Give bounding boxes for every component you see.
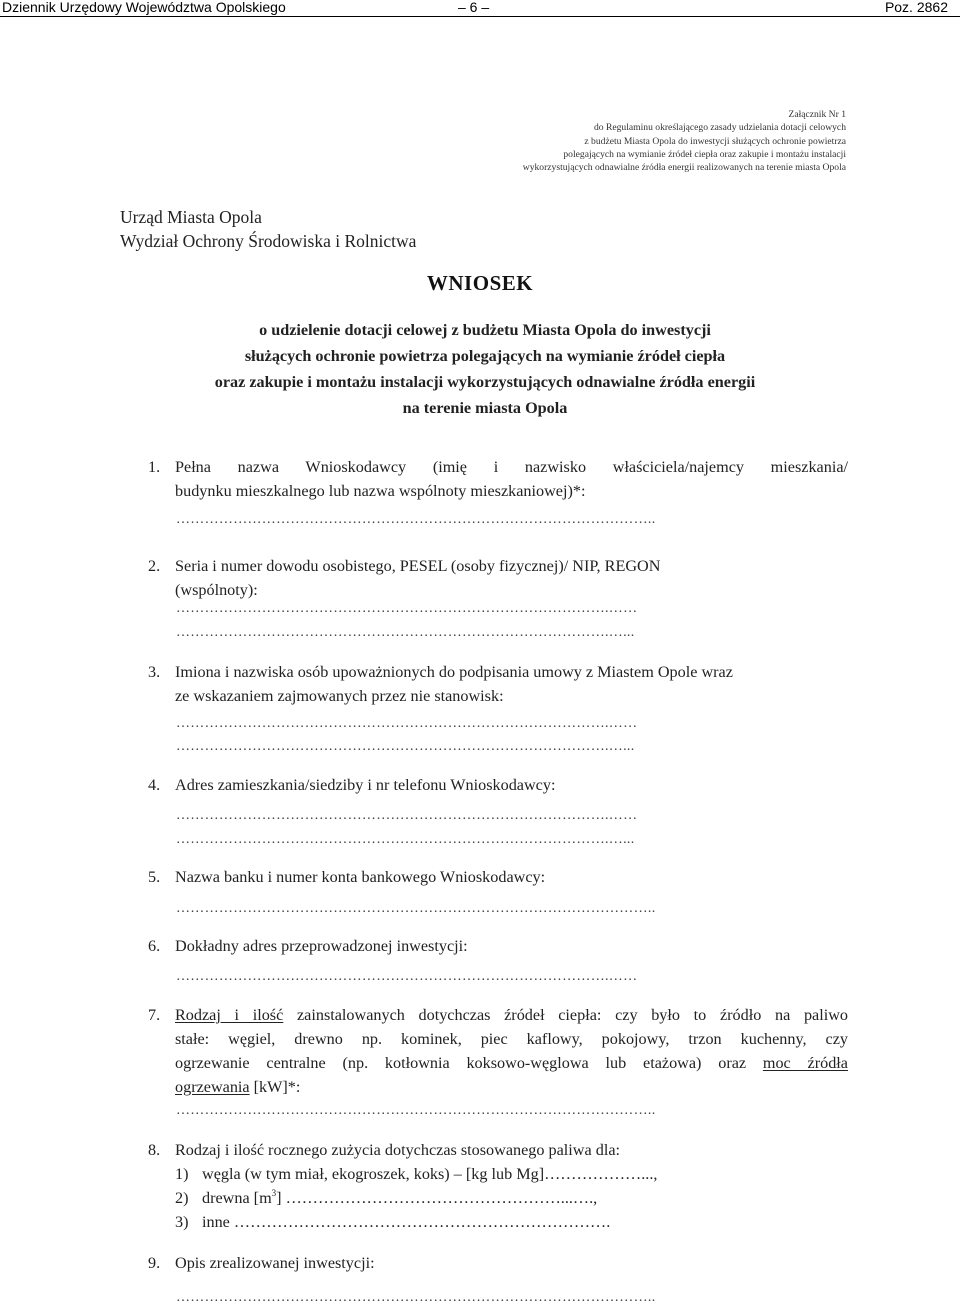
item-text: Rodzaj i ilość rocznego zużycia dotychczas stosowanego paliwa dla: [175,1141,620,1159]
fill-in-line[interactable]: ……………………………………………………………………………………….. [176,1290,656,1305]
item-6-investment-address [148,934,848,958]
sub-item-text: węgla (w tym miał, ekogroszek, koks) – [kg lub Mg]………………..., [202,1165,658,1183]
journal-title: Dziennik Urzędowy Województwa Opolskiego [2,0,286,15]
item-text: Pełna nazwa Wnioskodawcy (imię i nazwisko właściciela/najemcy mieszkania/ [175,458,848,476]
item-9-investment-description [148,1251,848,1275]
office-name: Urząd Miasta Opola [120,207,262,227]
item-text [175,1051,848,1075]
fill-in-line[interactable]: ……………………………………………………………………………….…... [176,832,635,847]
item-text-part: ogrzewanie centralne (np. kotłownia koksowo-węglowa lub etażowa) oraz [175,1054,763,1072]
item-text [175,1003,848,1027]
item-text: Adres zamieszkania/siedziby i nr telefonu Wnioskodawcy: [175,776,556,794]
office-block [120,205,416,253]
item-text: Seria i numer dowodu osobistego, PESEL (osoby fizycznej)/ NIP, REGON [175,557,661,575]
fill-in-line[interactable]: ……………………………………………………………………………….…... [176,739,635,754]
item-number: 3. [148,663,161,681]
item-text: Dokładny adres przeprowadzonej inwestycji: [175,937,468,955]
subtitle-line: o udzielenie dotacji celowej z budżetu Miasta Opola do inwestycji [259,321,711,339]
item-4-address [148,773,848,797]
item-number: 6. [148,937,161,955]
superscript: 3 [271,1188,277,1198]
item-text-part: zainstalowanych dotychczas źródeł ciepła: czy było to źródło na paliwo [283,1006,849,1024]
fill-in-line[interactable]: ……………………………………………………………………………….…… [176,808,638,823]
sub-item-text: ] ……………………………………………...…., [276,1189,598,1207]
fill-in-line[interactable]: ……………………………………………………………………………….…… [176,716,638,731]
underlined-text: ogrzewania [175,1078,250,1096]
item-text: Opis zrealizowanej inwestycji: [175,1254,375,1272]
fill-in-line[interactable]: ……………………………………………………………………………………….. [176,901,656,916]
page-number: – 6 – [458,0,490,15]
form-subtitle [0,317,960,421]
sub-item-number: 3) [175,1213,189,1231]
item-8-fuel-consumption [148,1138,848,1234]
subtitle-line: służących ochronie powietrza polegających na wymianie źródeł ciepła [244,347,726,365]
fill-in-line[interactable]: ……………………………………………………………………………….…… [176,601,638,616]
item-3-authorized-persons [148,660,848,708]
item-text: Nazwa banku i numer konta bankowego Wnioskodawcy: [175,868,546,886]
annex-line: wykorzystujących odnawialne źródła energii realizowanych na terenie miasta Opola [522,162,846,174]
sub-item-text: drewna [m [202,1189,272,1207]
sub-item-text: inne ……………………………………………………………. [202,1213,611,1231]
subtitle-line: na terenie miasta Opola [402,399,568,417]
header-rule [0,16,960,17]
item-7-heat-sources [148,1003,848,1099]
annex-line: polegających na wymianie źródeł ciepła oraz zakupie i montażu instalacji [563,148,846,160]
annex-note [523,108,846,174]
item-number: 1. [148,458,161,476]
fill-in-line[interactable]: ……………………………………………………………………………….…… [176,969,638,984]
item-1-applicant-name [148,455,848,503]
annex-line: Załącznik Nr 1 [788,109,846,120]
item-2-id-number [148,554,848,602]
item-text: ze wskazaniem zajmowanych przez nie stanowisk: [175,687,504,705]
item-number: 9. [148,1254,161,1272]
subtitle-line: oraz zakupie i montażu instalacji wykorzystujących odnawialne źródła energii [214,373,756,391]
fill-in-line[interactable]: ……………………………………………………………………………………….. [176,1103,656,1118]
department-name: Wydział Ochrony Środowiska i Rolnictwa [120,231,417,251]
position-number: Poz. 2862 [884,0,948,15]
item-text: stałe: węgiel, drewno np. kominek, piec kaflowy, pokojowy, trzon kuchenny, czy [175,1030,848,1048]
item-text: budynku mieszkalnego lub nazwa wspólnoty mieszkaniowej)*: [175,482,586,500]
item-text-part: [kW]*: [249,1078,301,1096]
form-title: WNIOSEK [426,271,534,295]
page-header [0,0,960,16]
sub-item-number: 2) [175,1189,189,1207]
annex-line: do Regulaminu określającego zasady udzielania dotacji celowych [593,122,846,134]
annex-line: z budżetu Miasta Opola do inwestycji służących ochronie powietrza [584,135,846,147]
underlined-text: Rodzaj i ilość [175,1006,284,1024]
sub-item-wood [175,1186,848,1210]
sub-item-number: 1) [175,1165,189,1183]
sub-item-other [175,1210,848,1234]
item-number: 7. [148,1006,161,1024]
item-text: (wspólnoty): [175,581,258,599]
item-text [175,1075,848,1099]
fill-in-line[interactable]: ……………………………………………………………………………………….. [176,512,656,527]
item-number: 5. [148,868,161,886]
fill-in-line[interactable]: ……………………………………………………………………………….…... [176,625,635,640]
item-5-bank-account [148,865,848,889]
item-number: 8. [148,1141,161,1159]
sub-item-coal [175,1162,848,1186]
item-text: Imiona i nazwiska osób upoważnionych do podpisania umowy z Miastem Opole wraz [175,663,733,681]
item-number: 4. [148,776,161,794]
underlined-text: moc źródła [762,1054,848,1072]
item-number: 2. [148,557,161,575]
